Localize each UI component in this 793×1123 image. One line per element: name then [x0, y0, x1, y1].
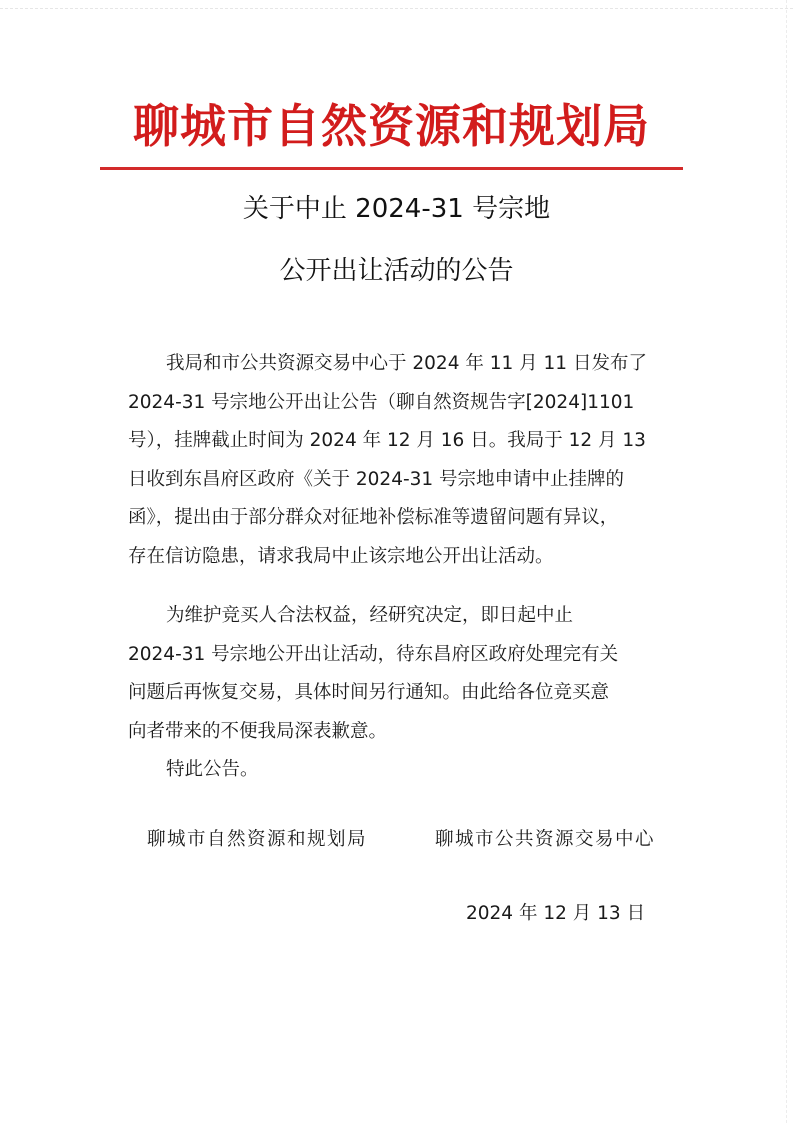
closing-remark	[128, 751, 673, 790]
notice-title-line-2: 公开出让活动的公告	[279, 256, 514, 286]
signature-right: 聊城市公共资源交易中心	[435, 829, 656, 850]
scan-edge-top	[0, 8, 793, 9]
letterhead-red-rule	[100, 167, 683, 170]
paragraph-2-line: 为维护竞买人合法权益，经研究决定，即日起中止	[166, 605, 574, 626]
closing-remark-text: 特此公告。	[166, 759, 259, 780]
issue-date: 2024 年 12 月 13 日	[466, 903, 646, 924]
paragraph-1-line: 2024-31 号宗地公开出让公告（聊自然资规告字[2024]1101	[128, 391, 635, 413]
scan-edge-right	[786, 0, 787, 1123]
paragraph-1-line: 日收到东昌府区政府《关于 2024-31 号宗地申请中止挂牌的	[128, 468, 625, 490]
paragraph-2-line: 问题后再恢复交易，具体时间另行通知。由此给各位竞买意	[128, 682, 610, 703]
body-paragraph-1	[128, 345, 673, 576]
paragraph-2-line: 2024-31 号宗地公开出让活动，待东昌府区政府处理完有关	[128, 643, 619, 665]
letterhead-issuer: 聊城市自然资源和规划局	[133, 99, 650, 153]
paragraph-2-line: 向者带来的不便我局深表歉意。	[128, 720, 388, 742]
paragraph-1-line: 我局和市公共资源交易中心于 2024 年 11 月 11 日发布了	[166, 353, 647, 374]
paragraph-1-line: 号），挂牌截止时间为 2024 年 12 月 16 日。我局于 12 月 13	[128, 430, 646, 451]
signature-left: 聊城市自然资源和规划局	[147, 829, 368, 850]
paragraph-1-line: 函》，提出由于部分群众对征地补偿标准等遗留问题有异议，	[128, 507, 619, 528]
body-paragraph-2	[128, 597, 673, 751]
notice-title-line-1: 关于中止 2024-31 号宗地	[242, 194, 551, 224]
paragraph-1-line: 存在信访隐患，请求我局中止该宗地公开出让活动。	[128, 545, 554, 567]
